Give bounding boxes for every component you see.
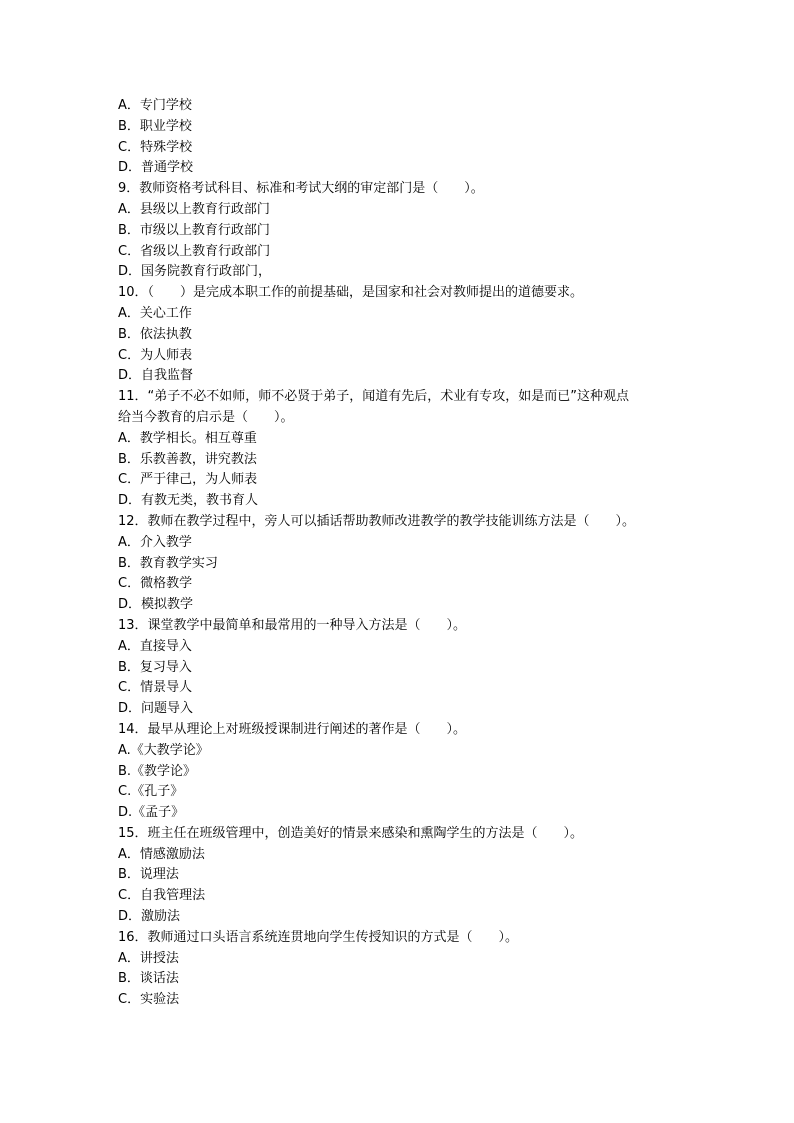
question-text: 9．教师资格考试科目、标准和考试大纲的审定部门是（ ）。 (118, 181, 484, 197)
answer-option: D．问题导入 (118, 701, 194, 717)
answer-option: A．介入教学 (118, 534, 192, 550)
answer-option: B．说理法 (118, 867, 179, 883)
question-text: 11．“弟子不必不如师，师不必贤于弟子，闻道有先后，术业有专攻，如是而已”这种观点 (118, 389, 630, 405)
answer-option: B．市级以上教育行政部门 (118, 222, 270, 238)
question-text: 10．（ ）是完成本职工作的前提基础，是国家和社会对教师提出的道德要求。 (118, 285, 584, 301)
answer-option: B．乐教善教，讲究教法 (118, 451, 257, 467)
answer-option: B.《教学论》 (118, 763, 197, 779)
answer-option: C．特殊学校 (118, 139, 193, 155)
question-text: 12．教师在教学过程中，旁人可以插话帮助教师改进教学的教学技能训练方法是（ ）。 (118, 513, 636, 529)
answer-option: A．情感激励法 (118, 846, 205, 862)
answer-option: D．自我监督 (118, 368, 194, 384)
answer-option: D．激励法 (118, 909, 181, 925)
answer-option: C．省级以上教育行政部门 (118, 243, 271, 259)
answer-option: B．谈话法 (118, 971, 179, 987)
answer-option: B．职业学校 (118, 118, 192, 134)
answer-option: A．讲授法 (118, 950, 179, 966)
answer-option: B．依法执教 (118, 326, 192, 342)
answer-option: C．自我管理法 (118, 888, 206, 904)
question-text: 15．班主任在班级管理中，创造美好的情景来感染和熏陶学生的方法是（ ）。 (118, 825, 584, 841)
answer-option: D．国务院教育行政部门， (118, 264, 272, 280)
answer-option: C．微格教学 (118, 576, 193, 592)
question-text: 14．最早从理论上对班级授课制进行阐述的著作是（ ）。 (118, 721, 467, 737)
answer-option: C．情景导人 (118, 680, 193, 696)
answer-option: A．教学相长。相互尊重 (118, 430, 257, 446)
answer-option: D．模拟教学 (118, 597, 194, 613)
answer-option: C．实验法 (118, 992, 180, 1008)
answer-option: C．为人师表 (118, 347, 193, 363)
answer-option: B．教育教学实习 (118, 555, 218, 571)
answer-option: A.《大教学论》 (118, 742, 209, 758)
answer-option: D．普通学校 (118, 160, 194, 176)
answer-option: D．有教无类，教书育人 (118, 493, 259, 509)
question-text-continued: 给当今教育的启示是（ ）。 (118, 409, 294, 425)
answer-option: C.《孔子》 (118, 784, 184, 800)
question-text: 13．课堂教学中最简单和最常用的一种导入方法是（ ）。 (118, 617, 467, 633)
document-body (118, 96, 698, 1011)
answer-option: A．县级以上教育行政部门 (118, 201, 270, 217)
answer-option: D.《孟子》 (118, 805, 185, 821)
answer-option: A．直接导入 (118, 638, 192, 654)
answer-option: A．关心工作 (118, 305, 192, 321)
answer-option: C．严于律己，为人师表 (118, 472, 258, 488)
question-text: 16．教师通过口头语言系统连贯地向学生传授知识的方式是（ ）。 (118, 929, 519, 945)
answer-option: A．专门学校 (118, 98, 192, 113)
answer-option: B．复习导入 (118, 659, 192, 675)
